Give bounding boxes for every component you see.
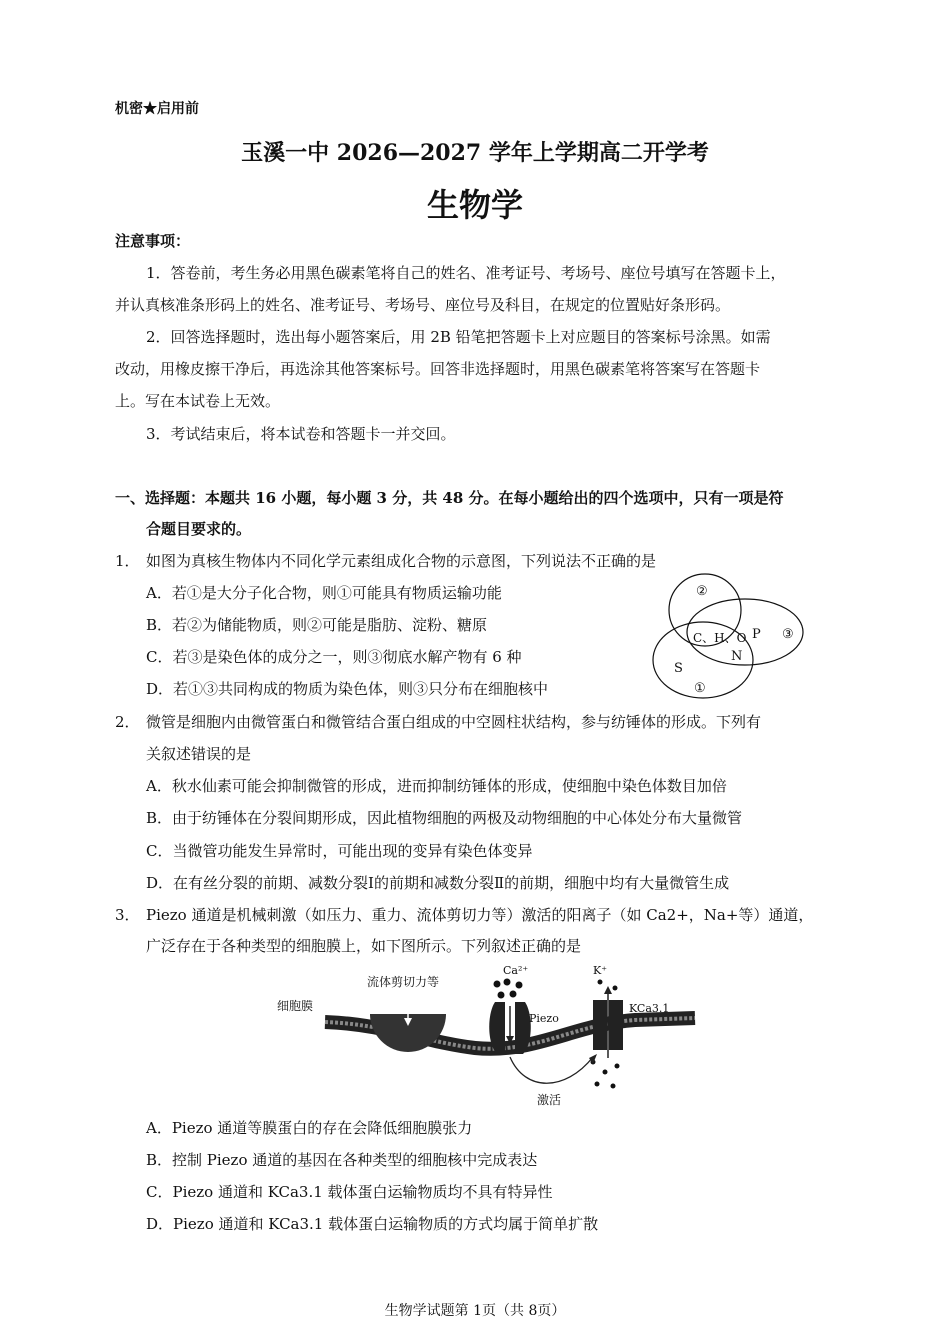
section-heading: 一、选择题：本题共 16 小题，每小题 3 分，共 48 分。在每小题给出的四个选项中，只有一项是符: [115, 489, 784, 507]
element-venn-diagram: [645, 570, 815, 705]
label-force: 流体剪切力等: [367, 975, 440, 989]
question-number: 3．: [115, 906, 140, 924]
label-1: ①: [694, 681, 706, 696]
subject-title: 生物学: [426, 186, 523, 224]
calcium-ions: [494, 979, 523, 999]
label-p: P: [752, 627, 761, 642]
confidential-label: 机密★启用前: [115, 101, 199, 117]
kca-channel: [593, 986, 623, 1058]
question-number: 1．: [115, 552, 140, 570]
notes-heading: 注意事项：: [115, 232, 191, 250]
label-ca: Ca²⁺: [503, 964, 529, 977]
page-footer: 生物学试题第 1页（共 8页）: [384, 1303, 566, 1319]
question-number: 2．: [115, 713, 140, 731]
option-c: C．若③是染色体的成分之一，则③彻底水解产物有 6 种: [146, 648, 522, 666]
activation-arrow: [510, 1057, 593, 1083]
note-line: 并认真核准条形码上的姓名、准考证号、考场号、座位号及科目，在规定的位置贴好条形码。: [115, 296, 731, 314]
activation-arrowhead: [589, 1054, 597, 1064]
label-n: N: [731, 649, 743, 664]
option-c: C．Piezo 通道和 KCa3.1 载体蛋白运输物质均不具有特异性: [146, 1183, 553, 1201]
option-c: C．当微管功能发生异常时，可能出现的变异有染色体变异: [146, 842, 533, 860]
label-2: ②: [696, 584, 708, 599]
label-piezo: Piezo: [529, 1012, 559, 1025]
question-stem: Piezo 通道是机械刺激（如压力、重力、流体剪切力等）激活的阳离子（如 Ca2+，Na+等）通道，: [146, 906, 814, 924]
label-center: C、H、O: [693, 631, 747, 645]
note-line: 改动，用橡皮擦干净后，再选涂其他答案标号。回答非选择题时，用黑色碳素笔将答案写在答题卡: [115, 360, 761, 378]
option-d: D．若①③共同构成的物质为染色体，则③只分布在细胞核中: [146, 680, 549, 698]
label-membrane: 细胞膜: [277, 999, 314, 1013]
exam-title: 玉溪一中 2026—2027 学年上学期高二开学考: [241, 140, 709, 166]
option-a: A．若①是大分子化合物，则①可能具有物质运输功能: [146, 584, 502, 602]
question-stem-cont: 关叙述错误的是: [146, 745, 252, 763]
option-b: B．若②为储能物质，则②可能是脂肪、淀粉、糖原: [146, 616, 488, 634]
note-line: 上。写在本试卷上无效。: [115, 392, 281, 410]
piezo-channel-figure: [275, 962, 705, 1112]
note-line: 1．答卷前，考生务必用黑色碳素笔将自己的姓名、准考证号、考场号、座位号填写在答题卡上，: [146, 264, 786, 282]
question-stem: 如图为真核生物体内不同化学元素组成化合物的示意图，下列说法不正确的是: [146, 552, 657, 570]
option-b: B．控制 Piezo 通道的基因在各种类型的细胞核中完成表达: [146, 1151, 538, 1169]
label-activate: 激活: [537, 1093, 562, 1107]
option-a: A．Piezo 通道等膜蛋白的存在会降低细胞膜张力: [146, 1119, 473, 1137]
option-b: B．由于纺锤体在分裂间期形成，因此植物细胞的两极及动物细胞的中心体处分布大量微管: [146, 809, 743, 827]
label-3: ③: [782, 627, 794, 642]
option-d: D．在有丝分裂的前期、减数分裂Ⅰ的前期和减数分裂Ⅱ的前期，细胞中均有大量微管生成: [146, 874, 730, 892]
label-kca: KCa3.1: [629, 1002, 670, 1015]
label-k: K⁺: [593, 964, 608, 977]
note-line: 3．考试结束后，将本试卷和答题卡一并交回。: [146, 425, 456, 443]
option-a: A．秋水仙素可能会抑制微管的形成，进而抑制纺锤体的形成，使细胞中染色体数目加倍: [146, 777, 727, 795]
label-s: S: [674, 661, 683, 676]
question-stem: 微管是细胞内由微管蛋白和微管结合蛋白组成的中空圆柱状结构，参与纺锤体的形成。下列有: [146, 713, 762, 731]
question-stem-cont: 广泛存在于各种类型的细胞膜上，如下图所示。下列叙述正确的是: [146, 937, 582, 955]
option-d: D．Piezo 通道和 KCa3.1 载体蛋白运输物质的方式均属于简单扩散: [146, 1215, 599, 1233]
section-heading-cont: 合题目要求的。: [146, 520, 252, 538]
note-line: 2．回答选择题时，选出每小题答案后，用 2B 铅笔把答题卡上对应题目的答案标号涂黑。如需: [146, 328, 771, 346]
